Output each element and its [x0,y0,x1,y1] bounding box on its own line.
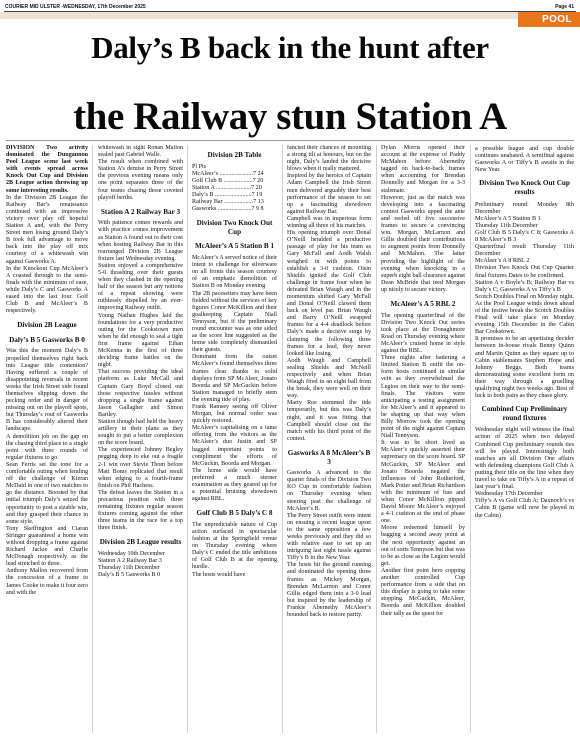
league-table-row: Railway Bar ...................7 13 [192,199,264,206]
body-paragraph: Marty Roe stemmed the tide temporarily, but this was Daly’s night, and it was fitting that Campbell should close out the match with his third point of the contest. [287,400,371,442]
body-paragraph: Wednesday 10th December [98,551,165,558]
body-paragraph: Three nights after battering a limited Station B outfit the on-form hosts continued in similar vein as they overwhelmed the Legion on their way to the semi-finals. The visitors were anticipating a testing assignment for McAleer’s and it appeared to be shaping up that way when Billy Morrow took the opening point of the night against Captain Niall Tennyson. [381,355,465,440]
body-paragraph: The hosts hit the ground running and dominated the opening three frames as Mickey Morgan, Brendan McLarnon and Conor Gillis edged them into a 3-0 lead but inspired by the leadership of Frankie Abernethy McAleer’s bounded back to restore parity. [287,562,371,618]
subheading: Daly’s B 5 Gasworks B 0 [9,335,85,344]
body-paragraph: fancied their chances of mounting a strong tilt at honours, but on the night, Daly’s landed the decisive blows when it really mattered. [287,145,371,173]
subheading: Combined Cup Preliminary round fixtures [481,405,568,422]
column-1 [6,145,88,733]
column-3 [192,145,277,733]
body-paragraph: Division Two Knock Out Cup Quarter final fixtures Dates to be confirmed. [475,264,574,279]
body-paragraph: Sean Ferris set the tone for a comfortable outing when fending off the challenge of Kieran McDaid in one of two matches to go the distance. Boosted by that initial triumph Daly’s seized the opportunity to post a sizable win, and they grasped their chance in some style. [6,461,88,525]
body-paragraph: McAleer’s capitalising on a tame offering from the visitors as the McAleer’s duo Justin and SP bagged important points to compliment the efforts of McGuckin, Boorda and Morgan. [192,425,277,467]
body-paragraph: His opening triumph over Donal O’Neill heralded a productive passage of play for his team as Gary McFall and Aodh Walsh weighed in with points to establish a 3-0 cushion. Oisin Shields ignited the Golf Club challenge in frame four when he defeated Brian Waugh and in the momentum shifted Gary McFall and Donal O’Neill clawed them back on level par. Brian Waugh and Barry O’Neill swapped frames for a 4-4 deadlock before Daly’s made a decisive surge by claiming the following three frames for a lead, they never looked like losing. [287,230,371,357]
body-paragraph: Aodh Waugh and Campbell sealing Shields and McNeill respectively and when Brian Waugh fired in an eight ball from the break, they were well on their way. [287,357,371,400]
body-paragraph: a possible league and cup double continues unabated. A semifinal against Gasworks A or Tiffy’s B awaits in the New Year. [475,145,574,174]
body-paragraph: Inspired by the heroics of Captain Adam Campbell the Irish Street men delivered arguably their best performance of the season to set up a fascinating showdown against Railway Bar. [287,173,371,215]
column-4 [287,145,371,733]
subheading: Division 2B League [17,321,77,330]
body-paragraph: The home side would have preferred a much sterner examination as they geared up for a potential bruising showdown against RBL. [192,467,277,503]
body-paragraph: McAleer’s A served notice of their intent to challenge for silverware on all fronts this season courtesy of an emphatic demolition of Station B on Monday evening. [192,255,277,290]
league-table-row: Station A .......................7 20 [192,184,262,191]
body-paragraph: It promises to be an appetising decider between in-house rivals Benny Quinn and Martin Quinn as they square up to Cabin stablemates Stephen Hope and Johnny Beggs. Both teams demonstrating some excellent form on their way through a gruelling qualifying night two weeks ago. Best of luck to both pairs as they chase glory. [475,335,574,400]
body-paragraph: Scotch Doubles Final on Monday night. [475,292,574,300]
body-paragraph: Golf Club B 5 Daly’s C 8; Gasworks A 8 McAleer’s B 3 [475,228,574,244]
body-paragraph: Station A 2 Railway Bar 3 [98,558,162,565]
body-paragraph: Dylan Morris opened their account at the expense of Paddy McMahon before Abernethy tagged on back-to-back frames when accounting for Brendan Donnelly and Morgan for a 3-3 stalemate. [381,145,465,194]
subheading: McAleer’s A 5 Station B 1 [194,242,275,251]
body-paragraph: The defeat leaves the Station in a precarious position with three remaining fixtures regular season fixtures coming against the other three teams in the race for a top three finish. [98,489,183,532]
page-number: Page 41 [555,4,574,10]
headline-line-1: Daly’s B back in the hunt after [91,30,489,65]
column-2 [98,145,183,733]
body-paragraph: Anthony Mallon recovered from the concession of a frame to James Cooke to make it four zero and with the [6,568,88,596]
body-paragraph: Thursday 11th December [475,221,538,229]
body-paragraph: Quarterfinal result Thursday 11th December [475,243,574,258]
body-paragraph: Station enjoyed a comprehensive 5-0 thrashing over their guests when they clashed in the opening half of the season but any notions of a repeat showing were ruthlessly dispelled by an ever-improving Railway outfit. [98,262,183,312]
body-paragraph: Tony Skeffington and Ciaran Stringer guaranteed a home win without dropping a frame against Richard Jackie and Charlie McDonagh respectively as the lead stretched to three. [6,525,88,568]
body-paragraph: Thursday 11th December [98,565,160,572]
body-paragraph: Wednesday 17th December [475,490,543,498]
body-paragraph: Daly’s B 5 Gasworks B 0 [98,572,161,579]
subheading: McAleer’s A 5 RBL 2 [390,299,456,308]
paper-dateline: COURIER MID ULSTER -WEDNESDAY, 17th December 2025 [5,4,146,10]
column-5 [381,145,465,733]
column-divider [282,145,283,733]
standfirst-paragraph: DIVISION Two activity dominated the Dungannon Pool League scene last week with events spread across Knock Out Cup and Division 2B League action throwing up some interesting results. [6,145,88,194]
league-table-row: Golf Club B ...................7 20 [192,177,264,184]
body-paragraph: Station though had held the heavy artillery in their plans as they sought to put a better complexion on the score board. [98,418,183,447]
body-paragraph: The result when combined with Station A’s demise in Perry Street the previous evening means only one point separates three of the four teams chasing those coveted playoff berths. [98,159,183,201]
column-divider [376,145,377,733]
body-paragraph: That success providing the ideal platform as Luke McCall and Captain Gary Boyd closed out those respective tussles without dropping a single frame against Jason Gallagher and Simon Bartley. [98,369,183,418]
headline-rule [6,140,574,141]
body-paragraph: In the Knockout Cup McAleer’s A coasted through to the semi-finals with the minimum of ease, while Daly’s C and Gasworks A eased into the last four. Golf Club B and McAleer’s B respectively. [6,265,88,315]
column-divider [187,145,188,733]
body-paragraph: The unpredictable nature of Cup action surfaced in spectacular fashion at the Springfield venue on Thursday evening where Daly’s C ended the title ambitions of Golf Club B at the opening hurdle. [192,521,277,571]
body-paragraph: The Perry Street outfit were intent on ensuing a recent league upset to the same opposition a few weeks previously and they did so with relative ease to set up an intriguing last eight tussle against Tiffy’s B in the New Year. [287,512,371,562]
headline-line-2: the Railway stun Station A [73,95,507,138]
subheading: Division 2B Table [207,151,262,159]
body-paragraph: Preliminary round: Monday 8th December [475,200,574,215]
body-paragraph: Another first point hero copping another controlled Cup performance from a side that on this display is going to take some stopping. McGuckin, McAleer, Boorda and McKillion doubled their tally as the quest for [381,567,465,617]
body-paragraph: Young Nathan Hughes laid the foundations for a very productive outing for the Cookstown men when he did enough to seal a tight first frame against Ethan McKenna in the first of three deciding frame battles on the night. [98,312,183,369]
body-paragraph: The 2B pacesetters may have been fielded without the services of key figures Conor McKillion and their goalkeeping Captain Niall Tennyson, but if the preliminary round encounter was as one sided as the score line suggested as the home side completely dismantled their guests. [192,290,277,354]
subheading: Gasworks A 8 McAleer’s B 3 [287,448,371,466]
column-divider [470,145,471,733]
body-paragraph: Station A v Boyle’s B; Railway Bar vs Daly’s C; Gasworks A vs Tiffy’s B [475,278,574,293]
body-paragraph: The opening quarterfinal of the Division Two Knock Out series took place at the Donaghmore Road on Thursday evening where McAleer’s cruised home in style against the RBL. [381,312,465,355]
body-paragraph: Tiffy’s A vs Golf Club A; Daxnoch’s vs Cabin B (game will now be played in the Cabin) [475,497,574,519]
body-paragraph: With patience comes rewards and with practice comes improvement as Station A found out to their cost when hosting Railway Bar in this rearranged Division 2B League fixture last Wednesday evening. [98,220,183,262]
section-bar [0,12,580,19]
subheading: Golf Club B 5 Daly’s C 8 [196,509,273,518]
body-paragraph: The hosts would have [192,571,246,578]
column-6 [475,145,574,733]
subheading: Division 2B League results [99,538,182,547]
body-paragraph: Wednesday night will witness the final action of 2025 when two delayed Combined Cup preliminary rounds ties will be played. Interestingly both matches are all Division One affairs with defending champions Golf Club A putting their title on the line when they travel to take on Tiffy’s A in a repeat of last year’s final. [475,426,574,491]
league-table-row: McAleer’s ......................7 24 [192,170,264,177]
body-paragraph: As the Pool League winds down ahead of the festive break the Scotch Doubles Final will take place on Monday evening 15th December in the Cabin Bar Cookstown. [475,299,574,336]
subheading: Division Two Knock Out Cup [196,219,273,236]
body-paragraph: Frank Ramsey seeing off Oliver Morgan, but normal order was quickly restored. [192,404,277,425]
body-paragraph: In the Division 2B League the Railway Bar’s renaissance continued with an impressive victory over play off hopeful Station A and, with the Perry Street men losing ground Daly’s B took full advantage to move back into the play off mix courtesy of a whitewash win against Gasworks A. [6,194,88,265]
league-table-row: Daly’s B ........................7 19 [192,191,263,198]
body-paragraph: whitewash in sight Ronan Mallon sealed past Gabriel Walls. [98,145,183,159]
subheading: Station A 2 Railway Bar 3 [100,207,181,216]
body-paragraph: Gasworks A advanced to the quarter finals of the Division Two KO Cup in comfortable fashion on Thursday evening when steering past the challenge of McAleer’s B. [287,470,371,512]
body-paragraph: However, just as the match was developing into a fascinating contest Gasworks upped the ante and reeled off five successive frames to secure a convincing win. Morgan, McLarnon and Gillis doubled their contributions to augment points from Donnelly and McMahon. The latter providing the highlight of the evening when knocking in a superb eight ball clearance against Dean McBride that teed Morgan up nicely to secure victory. [381,194,465,293]
body-paragraph: It was to be short lived as McAleer’s quickly asserted their supremacy on the score board. SP McGuckin, SP McAleer and Jonato Boorda negated the influences of John Rotherford, Mark Potter and Brian Richardson with the minimum of fuss and when Conor McKillion pipped David Moore McAleer’s enjoyed a 4-1 cushion at the end of phase one. [381,440,465,525]
body-paragraph: McAleer’s A 8 RBL 2 [475,257,530,265]
league-table-row: Pl Pts [192,163,207,170]
body-paragraph: McAleer’s A 5 Station B 1 [475,214,541,222]
section-tab-pool: POOL [518,12,580,27]
body-paragraph: A demolition job on the gap on the chasing third place to a single point with three rounds of regular fixtures to go. [6,433,88,461]
column-divider [92,145,93,733]
body-paragraph: Campbell was in imperious form winning all three of his matches. [287,215,371,230]
body-paragraph: Moore redeemed himself by bagging a second away point at the next opportunity against an out of sorts Tennyson but that was to be as close as the Legion would get. [381,525,465,567]
subheading: Division Two Knock Out Cup results [479,179,570,196]
league-table-row: Gasworks ......................7 9 8 [192,206,264,213]
body-paragraph: Dominant from the outset McAleer’s found themselves three frames clear thanks to solid displays from SP McAleer, Jonato Boorda and SP McGuckin before Station managed to briefly stem the evening tide of play. [192,354,277,403]
body-paragraph: The experienced Johnny Begley pegging deep to eke out a fragile 2-1 win over Stevie Thom before Matt Boms replicated that result when edging to a fourth-frame finish on Phil Hachess. [98,447,183,489]
body-paragraph: Was this the moment Daly’s B propelled themselves right back into League title contention? Having suffered a couple of disappointing reversals in recent weeks the Irish Street side found themselves slipping down the pecking order and in danger of missing out on the playoff spots, but Thursday’s rout of Gasworks B has considerably altered their landscape. [6,348,88,433]
